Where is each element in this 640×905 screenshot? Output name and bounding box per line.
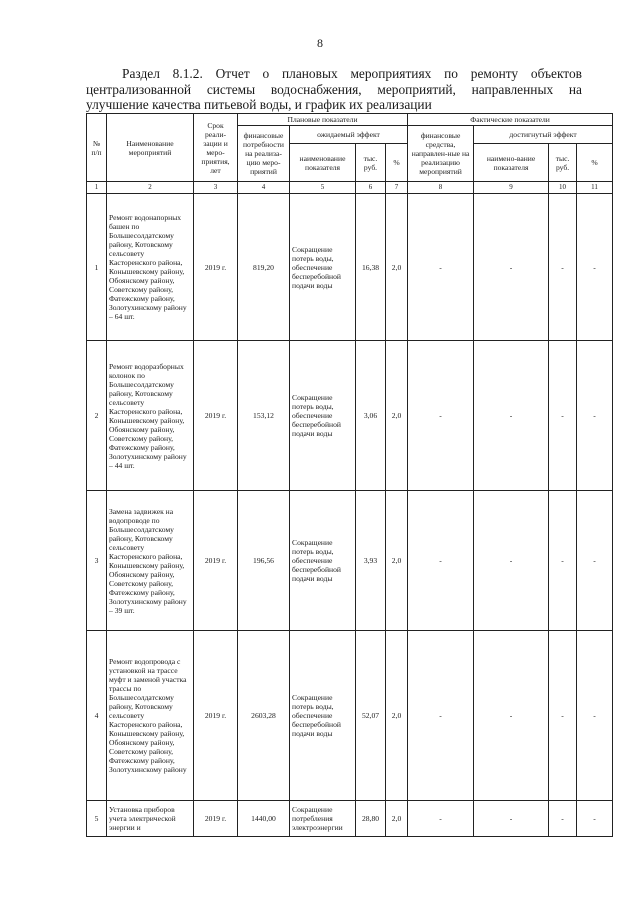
page-number: 8 (317, 36, 323, 50)
row-rub: 3,06 (356, 341, 386, 491)
row-actual-rub: - (549, 491, 577, 631)
row-term: 2019 г. (194, 341, 238, 491)
row-indicator: Сокращение потребления электроэнергии (290, 801, 356, 837)
row-term: 2019 г. (194, 631, 238, 801)
header-actual-indicator-name: наимено-вание показателя (474, 144, 549, 182)
column-number: 3 (194, 182, 238, 194)
section-heading: Раздел 8.1.2. Отчет о плановых мероприятиях по ремонту объектов централизованной системы водоснабжения, мероприятий, направленных на улучшение качества питьевой воды, и график их реализации (86, 66, 582, 112)
row-actual-fin: - (408, 341, 474, 491)
row-rub: 3,93 (356, 491, 386, 631)
row-term: 2019 г. (194, 194, 238, 341)
row-pct: 2,0 (386, 341, 408, 491)
row-actual-pct: - (577, 801, 613, 837)
row-actual-rub: - (549, 801, 577, 837)
row-fin: 1440,00 (238, 801, 290, 837)
header-name: Наименование мероприятий (107, 114, 194, 182)
row-actual-fin: - (408, 801, 474, 837)
row-name: Ремонт водоразборных колонок по Большесолдатскому району, Котовскому сельсовету Касторенского района, Конышевскому району, Обоянскому району, Советскому району, Фатежскому району, Золотухинскому району – 44 шт. (107, 341, 194, 491)
row-actual-pct: - (577, 631, 613, 801)
row-name: Установка приборов учета электрической энергии и (107, 801, 194, 837)
row-actual-rub: - (549, 341, 577, 491)
row-indicator: Сокращение потерь воды, обеспечение бесперебойной подачи воды (290, 631, 356, 801)
row-indicator: Сокращение потерь воды, обеспечение бесперебойной подачи воды (290, 491, 356, 631)
row-num: 3 (87, 491, 107, 631)
row-pct: 2,0 (386, 801, 408, 837)
header-achieved-effect: достигнутый эффект (474, 126, 613, 144)
row-actual-indicator: - (474, 801, 549, 837)
header-planned-fin: финансовые потребности на реализа-цию меро-приятий (238, 126, 290, 182)
header-planned-group: Плановые показатели (238, 114, 408, 126)
row-actual-indicator: - (474, 631, 549, 801)
row-num: 4 (87, 631, 107, 801)
row-actual-pct: - (577, 341, 613, 491)
row-indicator: Сокращение потерь воды, обеспечение бесперебойной подачи воды (290, 194, 356, 341)
column-number: 7 (386, 182, 408, 194)
column-number: 6 (356, 182, 386, 194)
row-actual-fin: - (408, 194, 474, 341)
table-row (87, 194, 613, 341)
column-number: 11 (577, 182, 613, 194)
header-term: Срок реали-зации и меро-приятия, лет (194, 114, 238, 182)
column-number: 8 (408, 182, 474, 194)
header-actual-group: Фактические показатели (408, 114, 613, 126)
row-fin: 819,20 (238, 194, 290, 341)
table-row (87, 631, 613, 801)
row-rub: 52,07 (356, 631, 386, 801)
row-actual-pct: - (577, 491, 613, 631)
row-actual-indicator: - (474, 194, 549, 341)
row-rub: 28,80 (356, 801, 386, 837)
header-expected-effect: ожидаемый эффект (290, 126, 408, 144)
column-number: 2 (107, 182, 194, 194)
column-number-row (87, 182, 613, 194)
row-actual-fin: - (408, 631, 474, 801)
row-num: 1 (87, 194, 107, 341)
header-thousand-rub: тыс. руб. (356, 144, 386, 182)
row-name: Ремонт водонапорных башен по Большесолдатскому району, Котовскому сельсовету Касторенского района, Конышевскому району, Обоянскому району, Советскому району, Фатежскому району, Золотухинскому району – 64 шт. (107, 194, 194, 341)
row-fin: 196,56 (238, 491, 290, 631)
row-rub: 16,38 (356, 194, 386, 341)
table-row (87, 801, 613, 837)
column-number: 9 (474, 182, 549, 194)
row-pct: 2,0 (386, 631, 408, 801)
row-name: Замена задвижек на водопроводе по Большесолдатскому району, Котовскому сельсовету Касторенского района, Конышевскому району, Обоянскому району, Советскому району, Фатежскому району, Золотухинскому району – 39 шт. (107, 491, 194, 631)
header-actual-percent: % (577, 144, 613, 182)
row-pct: 2,0 (386, 491, 408, 631)
header-indicator-name: наименование показателя (290, 144, 356, 182)
row-actual-rub: - (549, 194, 577, 341)
column-number: 5 (290, 182, 356, 194)
row-term: 2019 г. (194, 491, 238, 631)
column-number: 1 (87, 182, 107, 194)
row-actual-fin: - (408, 491, 474, 631)
row-actual-indicator: - (474, 341, 549, 491)
row-fin: 2603,28 (238, 631, 290, 801)
row-pct: 2,0 (386, 194, 408, 341)
row-actual-indicator: - (474, 491, 549, 631)
table-row (87, 491, 613, 631)
header-num: № п/п (87, 114, 107, 182)
header-actual-thousand-rub: тыс. руб. (549, 144, 577, 182)
table-row (87, 341, 613, 491)
row-num: 5 (87, 801, 107, 837)
row-indicator: Сокращение потерь воды, обеспечение бесперебойной подачи воды (290, 341, 356, 491)
row-actual-rub: - (549, 631, 577, 801)
row-fin: 153,12 (238, 341, 290, 491)
row-actual-pct: - (577, 194, 613, 341)
header-actual-fin: финансовые средства, направлен-ные на реализацию мероприятий (408, 126, 474, 182)
column-number: 10 (549, 182, 577, 194)
row-name: Ремонт водопровода с установкой на трассе муфт и заменой участка трассы по Большесолдатскому району, Котовскому сельсовету Касторенского района, Конышевскому району, Обоянскому району, Советскому району, Фатежскому району, Золотухинскому району (107, 631, 194, 801)
report-table (86, 113, 613, 837)
column-number: 4 (238, 182, 290, 194)
header-percent: % (386, 144, 408, 182)
row-term: 2019 г. (194, 801, 238, 837)
row-num: 2 (87, 341, 107, 491)
